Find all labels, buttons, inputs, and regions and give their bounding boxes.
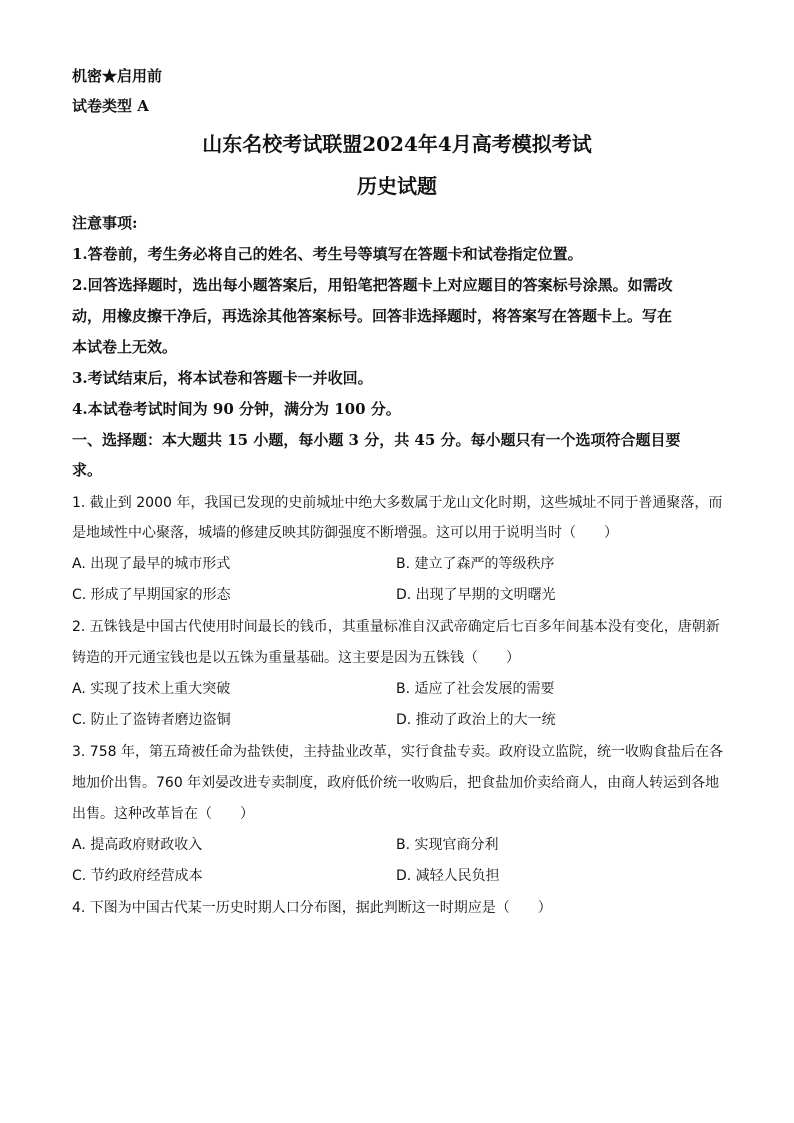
- option-d: D. 减轻人民负担: [396, 868, 500, 884]
- notes-line: 2.回答选择题时，选出每小题答案后，用铅笔把答题卡上对应题目的答案标号涂黑。如需改: [72, 276, 673, 294]
- option-d: D. 出现了早期的文明曙光: [396, 587, 556, 603]
- question-stem: 地加价出售。760 年刘晏改进专卖制度，政府低价统一收购后，把食盐加价卖给商人，由商人转运到各地: [72, 775, 720, 791]
- notes-line: 3.考试结束后，将本试卷和答题卡一并收回。: [72, 369, 373, 387]
- question-stem: 铸造的开元通宝钱也是以五铢为重量基础。这主要是因为五铢钱（ ）: [72, 650, 520, 666]
- option-d: D. 推动了政治上的大一统: [396, 712, 556, 728]
- option-b: B. 建立了森严的等级秩序: [396, 556, 555, 572]
- question-stem: 4. 下图为中国古代某一历史时期人口分布图，据此判断这一时期应是（ ）: [72, 900, 552, 916]
- secret-label: 机密★启用前: [72, 67, 163, 85]
- question-stem: 3. 758 年，第五琦被任命为盐铁使，主持盐业改革，实行食盐专卖。政府设立监院，统一收购食盐后在各: [72, 744, 723, 760]
- notes-line: 动，用橡皮擦干净后，再选涂其他答案标号。回答非选择题时，将答案写在答题卡上。写在: [72, 307, 673, 325]
- option-c: C. 形成了早期国家的形态: [72, 587, 231, 603]
- question-stem: 1. 截止到 2000 年，我国已发现的史前城址中绝大多数属于龙山文化时期，这些城址不同于普通聚落，而: [72, 495, 723, 511]
- option-a: A. 出现了最早的城市形式: [72, 556, 231, 572]
- question-stem: 是地域性中心聚落，城墙的修建反映其防御强度不断增强。这可以用于说明当时（ ）: [72, 525, 618, 541]
- paper-type-label: 试卷类型 A: [72, 97, 149, 115]
- option-b: B. 适应了社会发展的需要: [396, 681, 555, 697]
- section-heading: 一、选择题：本大题共 15 小题，每小题 3 分，共 45 分。每小题只有一个选项符合题目要: [72, 431, 681, 449]
- question-stem: 出售。这种改革旨在（ ）: [72, 806, 254, 822]
- section-heading-cont: 求。: [72, 461, 103, 479]
- exam-title: 山东名校考试联盟2024年4月高考模拟考试: [202, 132, 592, 156]
- notes-line: 1.答卷前，考生务必将自己的姓名、考生号等填写在答题卡和试卷指定位置。: [72, 245, 583, 263]
- option-a: A. 提高政府财政收入: [72, 837, 203, 853]
- notes-line: 本试卷上无效。: [72, 338, 178, 356]
- option-c: C. 防止了盗铸者磨边盗铜: [72, 712, 231, 728]
- notes-heading: 注意事项:: [72, 214, 138, 232]
- exam-subtitle: 历史试题: [357, 174, 437, 198]
- option-c: C. 节约政府经营成本: [72, 868, 203, 884]
- question-stem: 2. 五铢钱是中国古代使用时间最长的钱币，其重量标准自汉武帝确定后七百多年间基本没有变化，唐朝新: [72, 619, 720, 635]
- option-a: A. 实现了技术上重大突破: [72, 681, 231, 697]
- option-b: B. 实现官商分利: [396, 837, 499, 853]
- notes-line: 4.本试卷考试时间为 90 分钟，满分为 100 分。: [72, 400, 401, 418]
